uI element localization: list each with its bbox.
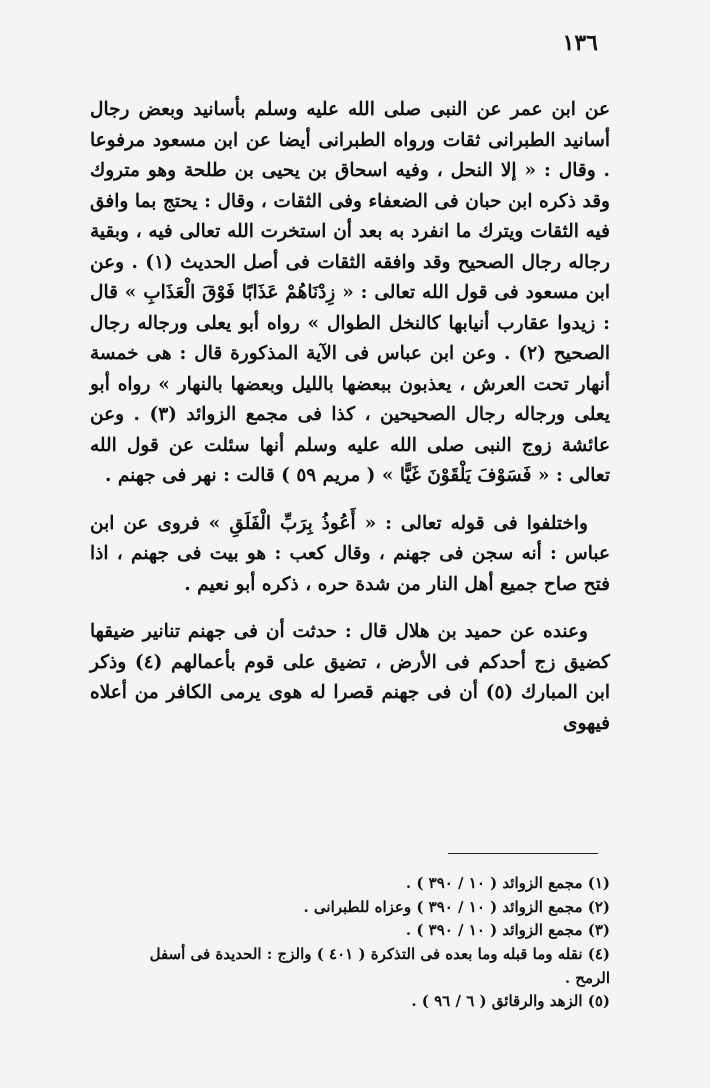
page-number: ١٣٦ (562, 30, 598, 56)
footnote-5: (٥) الزهد والرقائق ( ٦ / ٩٦ ) . (411, 992, 610, 1011)
paragraph-1: عن ابن عمر عن النبى صلى الله عليه وسلم بأسانيد وبعض رجال أسانيد الطبرانى ثقات ورواه الطبرانى أيضا عن ابن مسعود مرفوعا . وقال : « إلا النحل ، وفيه اسحاق بن يحيى بن طلحة وهو متروك وقد ذكره ابن حبان فى الضعفاء وفى الثقات ، وقال : يحتج بما وافق فيه الثقات ويترك ما انفرد به بعد أن استخرت الله تعالى فيه ، وبقية رجاله رجال الصحيح وقد وافقه الثقات فى أصل الحديث (١) . وعن ابن مسعود فى قول الله تعالى : « زِدْنَاهُمْ عَذَابًا فَوْقَ الْعَذَابِ » قال : زيدوا عقارب أنيابها كالنخل الطوال » رواه أبو يعلى ورجاله رجال الصحيح (٢) . وعن ابن عباس فى الآية المذكورة قال : هى خمسة أنهار تحت العرش ، يعذبون ببعضها بالليل وبعضها بالنهار » رواه أبو يعلى ورجاله رجال الصحيحين ، كذا فى مجمع الزوائد (٣) . وعن عائشة زوج النبى صلى الله عليه وسلم أنها سئلت عن قول الله تعالى : « فَسَوْفَ يَلْقَوْنَ غَيًّا » ( مريم ٥٩ ) قالت : نهر فى جهنم . (90, 99, 611, 487)
main-text (90, 95, 610, 739)
footnote-separator (448, 853, 598, 854)
paragraph-2: واختلفوا فى قوله تعالى : « أَعُوذُ بِرَبِّ الْفَلَقِ » فروى عن ابن عباس : أنه سجن فى جهنم ، وقال كعب : هو بيت فى جهنم ، اذا فتح صاح جميع أهل النار من شدة حره ، ذكره أبو نعيم . (90, 512, 610, 595)
paragraph-3: وعنده عن حميد بن هلال قال : حدثت أن فى جهنم تنانير ضيقها كضيق زج أحدكم فى الأرض ، تضيق على قوم بأعمالهم (٤) وذكر ابن المبارك (٥) أن فى جهنم قصرا له هوى يرمى الكافر من أعلاه فيهوى (90, 621, 610, 734)
footnote-1: (١) مجمع الزوائد ( ١٠ / ٣٩٠ ) . (405, 874, 610, 892)
footnote-2: (٢) مجمع الزوائد ( ١٠ / ٣٩٠ ) وعزاه للطبرانى . (303, 897, 610, 916)
footnotes (110, 872, 610, 1014)
footnote-3: (٣) مجمع الزوائد ( ١٠ / ٣٩٠ ) . (405, 921, 610, 940)
footnote-4: (٤) نقله وما قبله وما بعده فى التذكرة ( ٤٠١ ) والزج : الحديدة فى أسفل الرمح . (149, 945, 610, 987)
